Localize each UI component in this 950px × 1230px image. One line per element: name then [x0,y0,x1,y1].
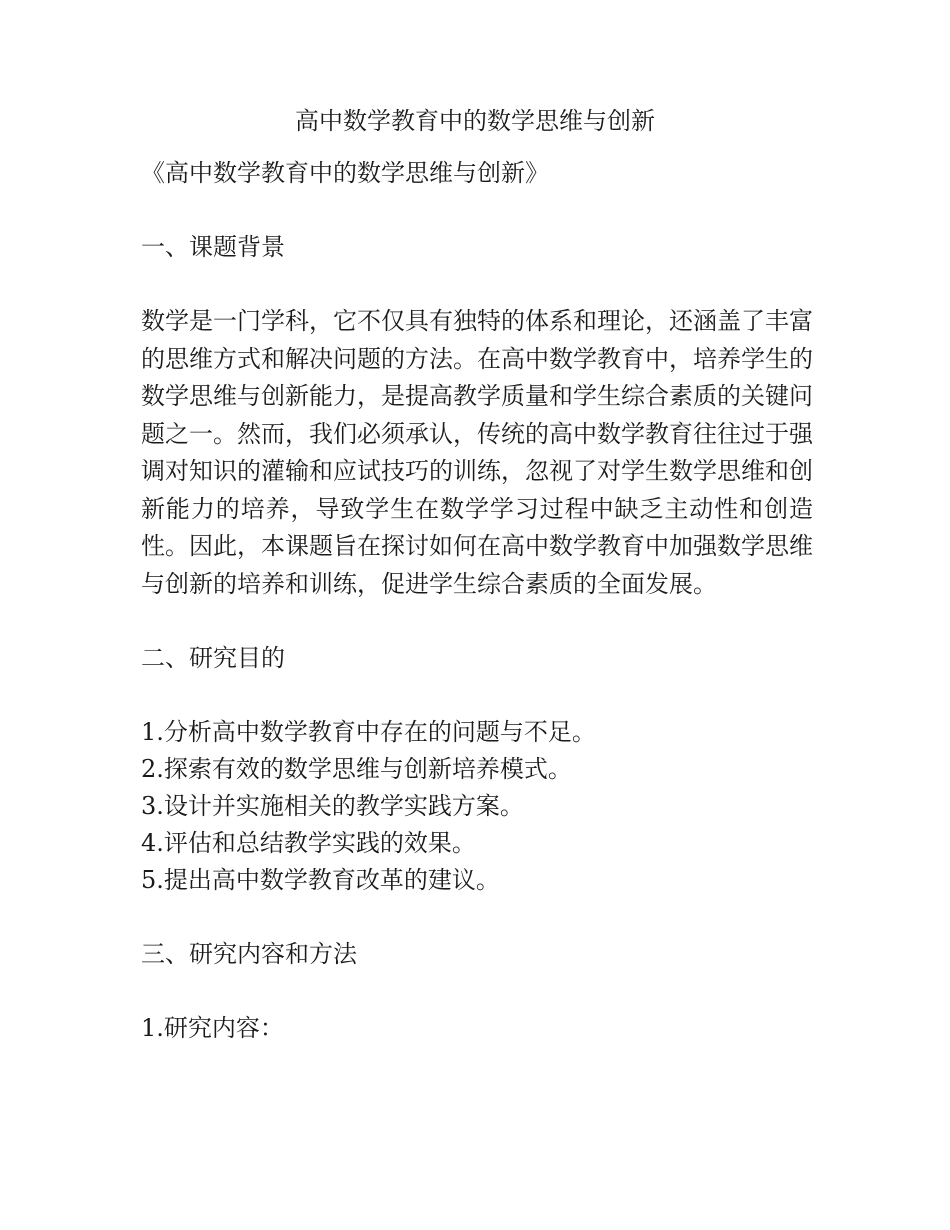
spacer [141,899,813,936]
section-heading-background: 一、课题背景 [141,233,285,261]
list-item: 3.设计并实施相关的教学实践方案。 [141,792,524,820]
section-heading-purpose: 二、研究目的 [141,644,285,672]
list-item: 4.评估和总结教学实践的效果。 [141,829,476,857]
spacer [141,192,813,229]
document-title: 高中数学教育中的数学思维与创新 [295,107,655,135]
spacer [141,677,813,714]
list-item: 1.分析高中数学教育中存在的问题与不足。 [141,718,596,746]
spacer [141,266,813,303]
document-body [141,155,813,1047]
subsection-heading-content: 1.研究内容： [141,1014,284,1042]
background-paragraph: 数学是一门学科，它不仅具有独特的体系和理论，还涵盖了丰富的思维方式和解决问题的方法。在高中数学教育中，培养学生的数学思维与创新能力，是提高教学质量和学生综合素质的关键问题之一。然而，我们必须承认，传统的高中数学教育往往过于强调对知识的灌输和应试技巧的训练，忽视了对学生数学思维和创新能力的培养，导致学生在数学学习过程中缺乏主动性和创造性。因此，本课题旨在探讨如何在高中数学教育中加强数学思维与创新的培养和训练，促进学生综合素质的全面发展。 [141,307,813,598]
spacer [141,603,813,640]
section-heading-methods: 三、研究内容和方法 [141,940,357,968]
list-item: 5.提出高中数学教育改革的建议。 [141,866,500,894]
document-subtitle: 《高中数学教育中的数学思维与创新》 [141,159,549,187]
list-item: 2.探索有效的数学思维与创新培养模式。 [141,755,572,783]
spacer [141,973,813,1010]
